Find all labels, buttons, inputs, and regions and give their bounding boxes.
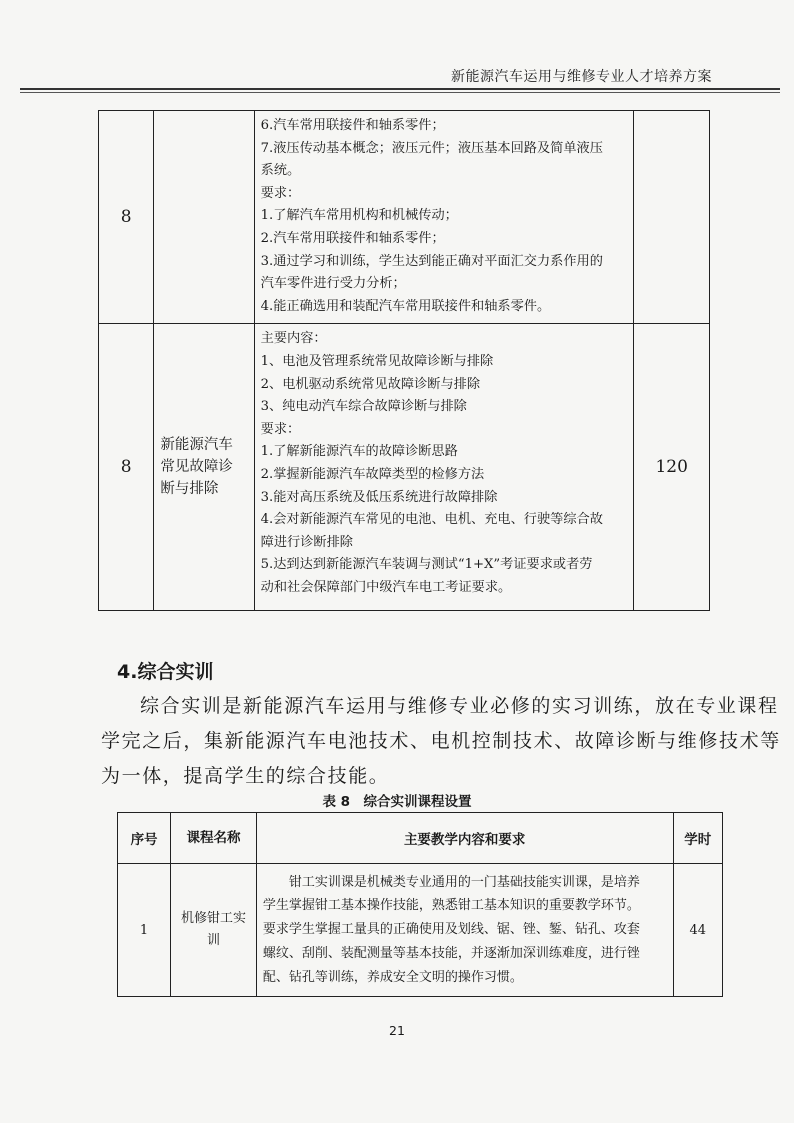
course-content-cell — [254, 111, 634, 324]
content-line: 配、钻孔等训练，养成安全文明的操作习惯。 — [262, 969, 523, 985]
table-header-row — [118, 813, 723, 864]
content-line: 2.掌握新能源汽车故障类型的检修方法 — [260, 466, 485, 482]
content-line: 6.汽车常用联接件和轴系零件； — [260, 118, 445, 133]
content-line: 要求： — [260, 421, 301, 437]
training-table — [117, 812, 723, 997]
course-name-line: 断与排除 — [160, 481, 219, 498]
header-rule-thin — [20, 92, 780, 93]
table-row — [118, 864, 723, 997]
content-line: 动和社会保障部门中级汽车电工考证要求。 — [260, 579, 512, 595]
content-line: 4.会对新能源汽车常见的电池、电机、充电、行驶等综合故 — [260, 512, 603, 528]
table-row — [99, 324, 710, 611]
content-line: 3.能对高压系统及低压系统进行故障排除 — [260, 489, 498, 505]
page-number: 21 — [389, 1023, 405, 1038]
course-table — [98, 110, 710, 611]
course-name-cell — [154, 111, 254, 324]
content-line: 5.达到达到新能源汽车装调与测试“1+X”考证要求或者劳 — [260, 557, 593, 573]
row-index-cell: 1 — [118, 864, 171, 997]
content-line: 7.液压传动基本概念；液压元件；液压基本回路及简单液压 — [260, 140, 603, 156]
paragraph-line: 综合实训是新能源汽车运用与维修专业必修的实习训练，放在专业课程 — [140, 695, 779, 717]
content-line: 1.了解汽车常用机构和机械传动； — [260, 208, 458, 224]
table-caption: 表 8 综合实训课程设置 — [322, 794, 472, 810]
course-name-line: 机修钳工实 — [180, 911, 246, 926]
section-heading: 4.综合实训 — [117, 661, 214, 683]
content-line: 系统。 — [260, 163, 301, 179]
hours-cell: 44 — [673, 864, 723, 997]
row-index-cell: 8 — [99, 324, 154, 611]
document-header-title: 新能源汽车运用与维修专业人才培养方案 — [451, 69, 712, 85]
header-index: 序号 — [118, 813, 171, 864]
row-index-cell: 8 — [99, 111, 154, 324]
content-line: 1、电池及管理系统常见故障诊断与排除 — [260, 353, 494, 369]
course-name-line: 新能源汽车 — [160, 437, 233, 454]
header-hours: 学时 — [673, 813, 723, 864]
course-content-cell — [256, 864, 673, 997]
content-line: 要求学生掌握工量具的正确使用及划线、锯、锉、錾、钻孔、攻套 — [262, 922, 640, 938]
course-name-cell — [171, 864, 257, 997]
hours-cell: 120 — [634, 324, 710, 611]
content-line: 4.能正确选用和装配汽车常用联接件和轴系零件。 — [260, 298, 551, 314]
header-course-name: 课程名称 — [171, 813, 257, 864]
course-name-line: 训 — [206, 933, 220, 948]
header-rule — [20, 88, 780, 90]
content-line: 2、电机驱动系统常见故障诊断与排除 — [260, 376, 481, 392]
content-line: 钳工实训课是机械类专业通用的一门基础技能实训课，是培养 — [262, 874, 640, 890]
paragraph-line: 学完之后，集新能源汽车电池技术、电机控制技术、故障诊断与维修技术等 — [101, 730, 781, 752]
content-line: 要求： — [260, 185, 301, 201]
course-name-cell — [154, 324, 254, 611]
paragraph-line: 为一体，提高学生的综合技能。 — [101, 765, 390, 787]
content-line: 2.汽车常用联接件和轴系零件； — [260, 230, 445, 246]
content-line: 障进行诊断排除 — [260, 534, 353, 550]
content-line: 学生掌握钳工基本操作技能，熟悉钳工基本知识的重要教学环节。 — [262, 898, 640, 914]
content-line: 1.了解新能源汽车的故障诊断思路 — [260, 444, 458, 460]
content-line: 主要内容： — [260, 331, 327, 347]
content-line: 螺纹、刮削、装配测量等基本技能，并逐渐加深训练难度，进行锉 — [262, 945, 640, 961]
course-name-line: 常见故障诊 — [160, 459, 233, 476]
course-content-cell — [254, 324, 634, 611]
content-line: 3.通过学习和训练，学生达到能正确对平面汇交力系作用的 — [260, 253, 603, 269]
table-row — [99, 111, 710, 324]
hours-cell — [634, 111, 710, 324]
header-content: 主要教学内容和要求 — [256, 813, 673, 864]
content-line: 3、纯电动汽车综合故障诊断与排除 — [260, 399, 467, 415]
content-line: 汽车零件进行受力分析； — [260, 276, 406, 292]
